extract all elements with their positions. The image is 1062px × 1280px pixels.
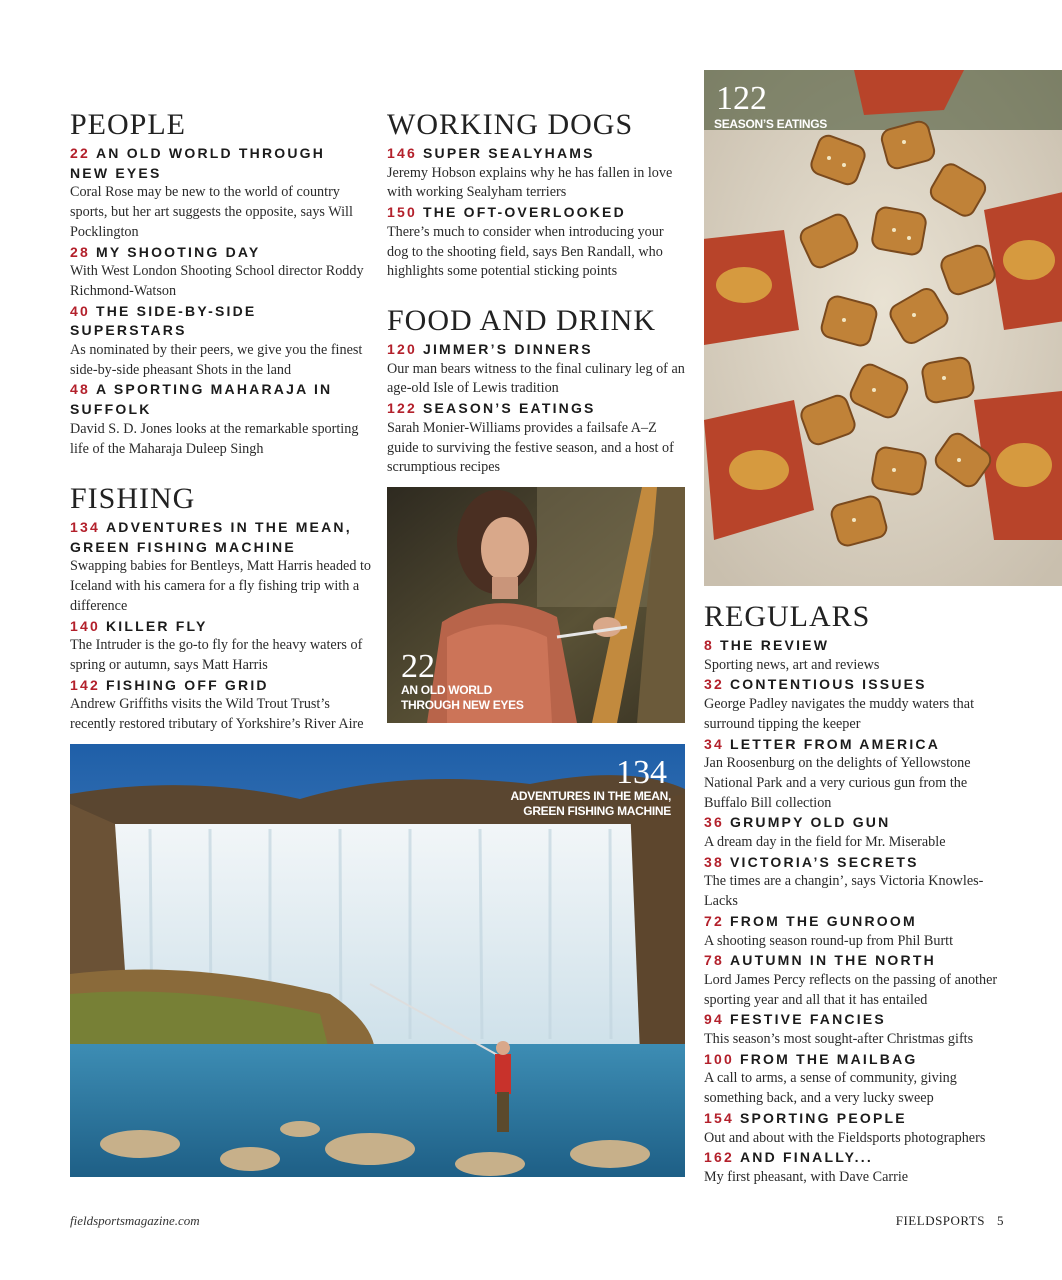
entry-title-text: THE OFT-OVERLOOKED	[422, 204, 626, 221]
entry-title[interactable]	[704, 1010, 1009, 1030]
section-heading-people: PEOPLE	[70, 108, 187, 141]
entry-description: A call to arms, a sense of community, giving something back, and a very lucky sweep	[704, 1070, 957, 1107]
entry-title[interactable]	[70, 518, 375, 557]
entry-title-text: FESTIVE FANCIES	[729, 1011, 886, 1028]
people-list	[70, 144, 370, 459]
entry-description: Our man bears witness to the final culinary leg of an age-old Isle of Lewis tradition	[387, 360, 685, 397]
working-dogs-list	[387, 144, 687, 282]
entry-page-number: 48	[70, 381, 90, 398]
entry-description: George Padley navigates the muddy waters that surround tipping the keeper	[704, 696, 975, 732]
food-photo-caption: SEASON’S EATINGS	[714, 117, 827, 131]
entry-title-text: GRUMPY OLD GUN	[729, 814, 891, 831]
entry-description: David S. D. Jones looks at the remarkable sporting life of the Maharaja Duleep Singh	[70, 420, 359, 457]
entry-title-text: THE SIDE-BY-SIDE SUPERSTARS	[70, 302, 257, 339]
working-dogs-section	[387, 110, 687, 282]
regulars-section	[704, 602, 1009, 1188]
entry-description: Andrew Griffiths visits the Wild Trout Trust’s recently restored tributary of Yorkshire’s River Aire	[70, 696, 364, 733]
entry-page-number: 122	[387, 400, 417, 417]
entry-description: My first pheasant, with Dave Carrie	[704, 1168, 909, 1185]
entry-page-number: 150	[387, 204, 417, 221]
entry-title[interactable]	[387, 144, 687, 164]
entry-title[interactable]	[704, 853, 1009, 873]
entry-description: There’s much to consider when introducing your dog to the shooting field, says Ben Randall, who highlights some potential sticking points	[387, 223, 664, 280]
entry-title-text: LETTER FROM AMERICA	[729, 735, 941, 752]
entry-page-number: 22	[70, 145, 90, 161]
toc-entry[interactable]	[70, 518, 375, 617]
entry-title[interactable]	[704, 813, 1009, 833]
entry-description: A shooting season round-up from Phil Burtt	[704, 932, 954, 949]
entry-title-text: SPORTING PEOPLE	[739, 1109, 907, 1126]
toc-entry[interactable]	[387, 399, 687, 478]
entry-title-text: VICTORIA’S SECRETS	[729, 853, 919, 870]
waterfall-photo-number: 134	[616, 754, 667, 791]
entry-title[interactable]	[704, 675, 1009, 695]
entry-description: The times are a changin’, says Victoria Knowles-Lacks	[704, 873, 984, 910]
entry-title-text: JIMMER’S DINNERS	[422, 341, 593, 357]
footer-website[interactable]: fieldsportsmagazine.com	[70, 1213, 200, 1228]
entry-page-number: 146	[387, 145, 417, 161]
footer-brand: FIELDSPORTS	[895, 1213, 985, 1228]
entry-page-number: 78	[704, 952, 724, 969]
people-section	[70, 110, 370, 459]
entry-title[interactable]	[70, 617, 375, 637]
entry-title-text: FROM THE MAILBAG	[739, 1050, 918, 1067]
entry-title-text: ADVENTURES IN THE MEAN, GREEN FISHING MACHINE	[70, 519, 352, 555]
artist-photo-number: 22	[401, 648, 435, 685]
entry-description: As nominated by their peers, we give you the finest side-by-side pheasant Shots in the land	[70, 342, 363, 378]
toc-entry[interactable]	[704, 853, 1009, 912]
food-photo-image	[704, 70, 1062, 586]
entry-title-text: FISHING OFF GRID	[105, 676, 269, 693]
toc-entry[interactable]	[70, 676, 375, 735]
entry-title-text: KILLER FLY	[105, 617, 208, 634]
entry-title[interactable]	[704, 1050, 1009, 1070]
section-heading-regulars: REGULARS	[704, 600, 871, 633]
entry-description: This season’s most sought-after Christmas gifts	[704, 1031, 974, 1048]
entry-page-number: 162	[704, 1149, 734, 1166]
entry-description: Lord James Percy reflects on the passing of another sporting year and all that it has entailed	[704, 971, 998, 1008]
entry-page-number: 94	[704, 1011, 724, 1028]
entry-title[interactable]	[70, 380, 370, 419]
entry-page-number: 34	[704, 735, 724, 752]
entry-description: Coral Rose may be new to the world of country sports, but her art suggests the opposite, says Will Pocklington	[70, 184, 353, 240]
fishing-section	[70, 484, 375, 735]
entry-page-number: 32	[704, 676, 724, 693]
toc-entry[interactable]	[704, 951, 1009, 1010]
entry-title[interactable]	[704, 912, 1009, 932]
entry-title[interactable]	[704, 636, 1009, 656]
entry-page-number: 40	[70, 302, 90, 319]
entry-title[interactable]	[70, 243, 370, 263]
toc-entry[interactable]	[704, 1010, 1009, 1049]
entry-title[interactable]	[70, 676, 375, 696]
artist-photo[interactable]	[387, 487, 685, 723]
entry-page-number: 134	[70, 519, 100, 535]
food-section	[387, 306, 687, 478]
entry-title-text: MY SHOOTING DAY	[95, 243, 261, 260]
toc-entry[interactable]	[704, 912, 1009, 951]
entry-page-number: 120	[387, 341, 417, 357]
entry-page-number: 142	[70, 676, 100, 693]
entry-page-number: 28	[70, 243, 90, 260]
entry-page-number: 8	[704, 637, 714, 653]
entry-description: Sporting news, art and reviews	[704, 656, 880, 673]
entry-description: Out and about with the Fieldsports photographers	[704, 1129, 986, 1146]
entry-title[interactable]	[704, 1148, 1009, 1168]
section-heading-working-dogs: WORKING DOGS	[387, 108, 634, 141]
toc-entry[interactable]	[387, 340, 687, 399]
section-heading-fishing: FISHING	[70, 482, 196, 515]
toc-entry[interactable]	[704, 1109, 1009, 1148]
footer-brand-page	[896, 1213, 1004, 1229]
food-photo[interactable]	[704, 70, 1062, 586]
entry-description: Sarah Monier-Williams provides a failsafe A–Z guide to surviving the festive season, and a host of scrumptious recipes	[387, 419, 674, 476]
artist-photo-caption: AN OLD WORLD THROUGH NEW EYES	[401, 683, 524, 712]
entry-title[interactable]	[704, 1109, 1009, 1129]
toc-entry[interactable]	[70, 243, 370, 302]
regulars-list	[704, 636, 1009, 1188]
entry-description: With West London Shooting School director Roddy Richmond-Watson	[70, 263, 364, 299]
toc-entry[interactable]	[704, 735, 1009, 814]
toc-entry[interactable]	[704, 1148, 1009, 1187]
toc-entry[interactable]	[70, 302, 370, 381]
entry-page-number: 38	[704, 853, 724, 870]
entry-title-text: CONTENTIOUS ISSUES	[729, 676, 927, 693]
entry-description: A dream day in the field for Mr. Miserable	[704, 834, 946, 851]
waterfall-photo[interactable]	[70, 744, 685, 1177]
entry-title[interactable]	[70, 302, 370, 341]
entry-title-text: FROM THE GUNROOM	[729, 912, 917, 929]
entry-title-text: SUPER SEALYHAMS	[422, 145, 595, 161]
entry-description: The Intruder is the go-to fly for the heavy waters of spring or autumn, says Matt Harris	[70, 637, 363, 673]
section-heading-food: FOOD AND DRINK	[387, 304, 657, 337]
entry-title-text: AND FINALLY...	[739, 1149, 873, 1166]
entry-page-number: 100	[704, 1050, 734, 1067]
entry-title-text: A SPORTING MAHARAJA IN SUFFOLK	[70, 381, 333, 418]
entry-page-number: 36	[704, 814, 724, 831]
entry-page-number: 154	[704, 1109, 734, 1126]
toc-entry[interactable]	[387, 203, 687, 282]
entry-title[interactable]	[387, 399, 687, 419]
toc-entry[interactable]	[704, 1050, 1009, 1109]
toc-entry[interactable]	[704, 636, 1009, 675]
waterfall-photo-caption: ADVENTURES IN THE MEAN, GREEN FISHING MACHINE	[510, 789, 671, 818]
entry-page-number: 72	[704, 912, 724, 929]
entry-page-number: 140	[70, 617, 100, 634]
toc-entry[interactable]	[704, 813, 1009, 852]
entry-description: Swapping babies for Bentleys, Matt Harris headed to Iceland with his camera for a fly fishing trip with a difference	[70, 558, 372, 614]
entry-description: Jan Roosenburg on the delights of Yellowstone National Park and a very curious gun from the Buffalo Bill collection	[704, 755, 971, 811]
entry-title[interactable]	[704, 951, 1009, 971]
entry-title-text: AUTUMN IN THE NORTH	[729, 952, 936, 969]
entry-title-text: AN OLD WORLD THROUGH NEW EYES	[70, 145, 326, 181]
page-number: 5	[997, 1213, 1004, 1228]
toc-entry[interactable]	[70, 380, 370, 459]
fishing-list	[70, 518, 375, 735]
food-photo-number: 122	[716, 80, 767, 117]
toc-entry[interactable]	[70, 617, 375, 676]
toc-entry[interactable]	[70, 144, 370, 243]
toc-entry[interactable]	[704, 675, 1009, 734]
entry-title[interactable]	[387, 340, 687, 360]
toc-entry[interactable]	[387, 144, 687, 203]
entry-title[interactable]	[70, 144, 370, 183]
entry-title-text: SEASON’S EATINGS	[422, 400, 596, 417]
entry-title-text: THE REVIEW	[720, 637, 830, 653]
food-list	[387, 340, 687, 478]
entry-title[interactable]	[387, 203, 687, 223]
entry-title[interactable]	[704, 735, 1009, 755]
entry-description: Jeremy Hobson explains why he has fallen in love with working Sealyham terriers	[387, 164, 673, 201]
